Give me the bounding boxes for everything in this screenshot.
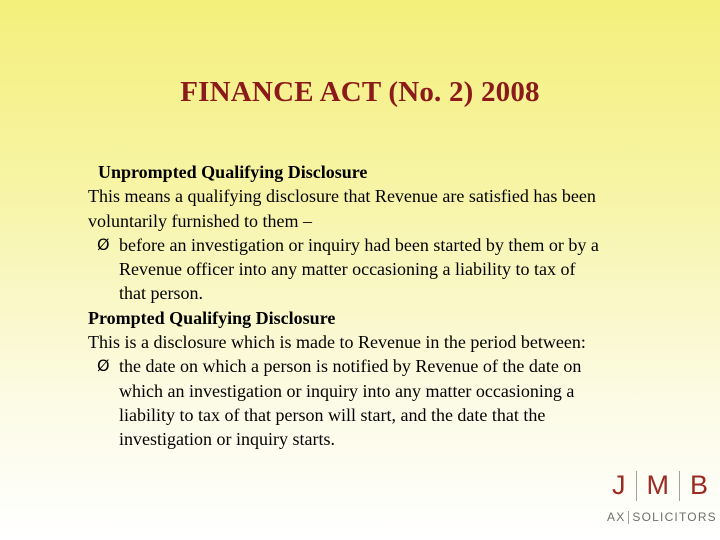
bullet-line: before an investigation or inquiry had been started by them or by a	[119, 234, 599, 255]
logo-tagline	[607, 510, 717, 524]
section-heading-prompted: Prompted Qualifying Disclosure	[88, 307, 336, 328]
arrow-bullet-icon: Ø	[97, 356, 110, 376]
logo-tagline-left: AX	[607, 510, 626, 524]
bullet-line: Revenue officer into any matter occasioning a liability to tax of	[119, 259, 576, 280]
logo-letter: B	[690, 470, 709, 500]
logo-divider	[679, 471, 680, 501]
bullet-line: the date on which a person is notified by Revenue of the date on	[119, 356, 582, 377]
logo-tagline-right: SOLICITORS	[632, 510, 717, 524]
slide-title: FINANCE ACT (No. 2) 2008	[180, 76, 540, 108]
bullet-item-unprompted	[88, 233, 678, 306]
logo-letter: J	[612, 470, 626, 500]
text-line: This means a qualifying disclosure that Revenue are satisfied has been	[88, 186, 596, 207]
section-text-prompted: This is a disclosure which is made to Revenue in the period between:	[88, 332, 586, 353]
logo-letters	[612, 470, 708, 501]
text-line: voluntarily furnished to them –	[88, 210, 312, 231]
section-text-unprompted	[88, 184, 678, 233]
section-heading-unprompted: Unprompted Qualifying Disclosure	[98, 162, 368, 182]
slide-body	[88, 160, 678, 452]
bullet-line: which an investigation or inquiry into any matter occasioning a	[119, 380, 575, 401]
logo-letter: M	[646, 470, 669, 500]
bullet-item-prompted	[88, 354, 678, 451]
bullet-line: investigation or inquiry starts.	[119, 429, 335, 450]
logo-tagline-divider	[628, 511, 629, 524]
bullet-line: that person.	[119, 283, 203, 304]
logo-divider	[636, 471, 637, 501]
arrow-bullet-icon: Ø	[97, 234, 110, 254]
company-logo	[602, 470, 720, 530]
bullet-line: liability to tax of that person will start, and the date that the	[119, 404, 546, 425]
